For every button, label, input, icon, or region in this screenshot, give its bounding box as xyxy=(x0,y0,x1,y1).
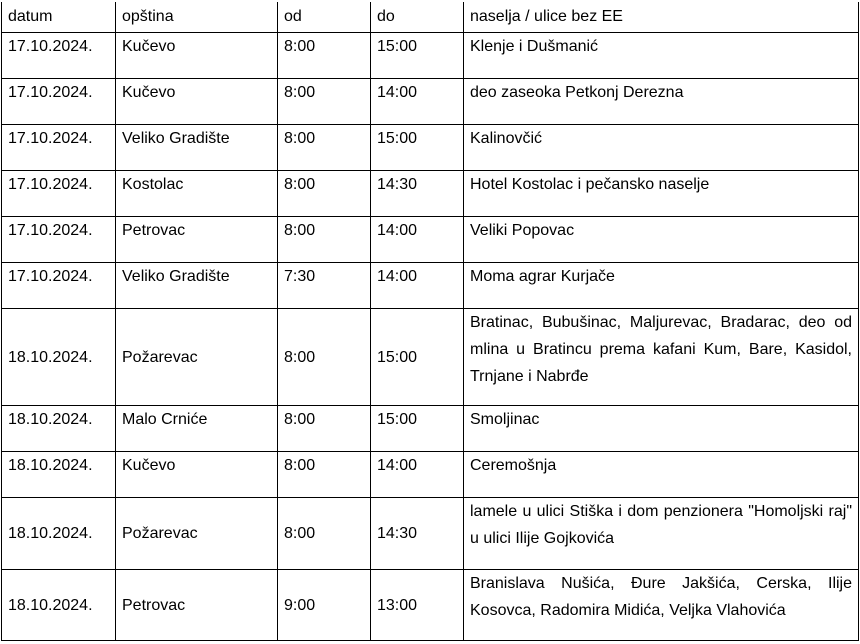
cell-datum: 18.10.2024. xyxy=(2,309,116,406)
cell-datum: 17.10.2024. xyxy=(2,79,116,125)
cell-do: 14:00 xyxy=(371,79,464,125)
cell-do: 15:00 xyxy=(371,125,464,171)
cell-naselja: Bratinac, Bubušinac, Maljurevac, Bradarac, deo od mlina u Bratincu prema kafani Kum, Bare, Kasidol, Trnjane i Nabrđe xyxy=(464,309,859,406)
cell-do: 14:00 xyxy=(371,263,464,309)
cell-naselja: lamele u ulici Stiška i dom penzionera "Homoljski raj" u ulici Ilije Gojkovića xyxy=(464,498,859,570)
cell-naselja: Klenje i Dušmanić xyxy=(464,33,859,79)
cell-datum: 17.10.2024. xyxy=(2,33,116,79)
cell-naselja: deo zaseoka Petkonj Derezna xyxy=(464,79,859,125)
cell-opstina: Kučevo xyxy=(116,33,278,79)
cell-od: 8:00 xyxy=(278,125,371,171)
cell-do: 14:30 xyxy=(371,498,464,570)
cell-opstina: Veliko Gradište xyxy=(116,125,278,171)
cell-opstina: Kostolac xyxy=(116,171,278,217)
cell-naselja: Kalinovčić xyxy=(464,125,859,171)
cell-naselja: Hotel Kostolac i pečansko naselje xyxy=(464,171,859,217)
table-row xyxy=(2,570,859,641)
cell-od: 8:00 xyxy=(278,217,371,263)
cell-datum: 18.10.2024. xyxy=(2,570,116,641)
cell-opstina: Požarevac xyxy=(116,309,278,406)
cell-opstina: Veliko Gradište xyxy=(116,263,278,309)
table-row xyxy=(2,217,859,263)
table-header-row xyxy=(2,2,859,33)
cell-do: 14:00 xyxy=(371,452,464,498)
cell-opstina: Požarevac xyxy=(116,498,278,570)
cell-opstina: Kučevo xyxy=(116,79,278,125)
table-row xyxy=(2,171,859,217)
cell-do: 15:00 xyxy=(371,309,464,406)
cell-do: 14:00 xyxy=(371,217,464,263)
cell-do: 15:00 xyxy=(371,33,464,79)
header-naselja: naselja / ulice bez EE xyxy=(464,2,859,33)
header-do: do xyxy=(371,2,464,33)
cell-opstina: Kučevo xyxy=(116,452,278,498)
cell-od: 8:00 xyxy=(278,452,371,498)
cell-od: 9:00 xyxy=(278,570,371,641)
cell-do: 14:30 xyxy=(371,171,464,217)
cell-datum: 18.10.2024. xyxy=(2,452,116,498)
cell-naselja: Smoljinac xyxy=(464,406,859,452)
header-opstina: opština xyxy=(116,2,278,33)
cell-do: 13:00 xyxy=(371,570,464,641)
cell-opstina: Petrovac xyxy=(116,217,278,263)
header-od: od xyxy=(278,2,371,33)
cell-opstina: Petrovac xyxy=(116,570,278,641)
cell-od: 7:30 xyxy=(278,263,371,309)
cell-od: 8:00 xyxy=(278,33,371,79)
cell-datum: 18.10.2024. xyxy=(2,498,116,570)
cell-do: 15:00 xyxy=(371,406,464,452)
table-row xyxy=(2,125,859,171)
cell-od: 8:00 xyxy=(278,171,371,217)
power-outage-table xyxy=(1,2,859,641)
table-row xyxy=(2,79,859,125)
cell-od: 8:00 xyxy=(278,309,371,406)
cell-datum: 17.10.2024. xyxy=(2,263,116,309)
cell-od: 8:00 xyxy=(278,406,371,452)
cell-naselja: Ceremošnja xyxy=(464,452,859,498)
header-datum: datum xyxy=(2,2,116,33)
table-row xyxy=(2,33,859,79)
cell-naselja: Moma agrar Kurjače xyxy=(464,263,859,309)
cell-datum: 17.10.2024. xyxy=(2,217,116,263)
table-row xyxy=(2,406,859,452)
cell-datum: 17.10.2024. xyxy=(2,125,116,171)
cell-datum: 17.10.2024. xyxy=(2,171,116,217)
cell-od: 8:00 xyxy=(278,498,371,570)
table-row xyxy=(2,263,859,309)
cell-naselja: Branislava Nušića, Đure Jakšića, Cerska, Ilije Kosovca, Radomira Midića, Veljka Vlahovića xyxy=(464,570,859,641)
table-row xyxy=(2,452,859,498)
cell-datum: 18.10.2024. xyxy=(2,406,116,452)
table-row xyxy=(2,309,859,406)
table-row xyxy=(2,498,859,570)
cell-opstina: Malo Crniće xyxy=(116,406,278,452)
cell-naselja: Veliki Popovac xyxy=(464,217,859,263)
cell-od: 8:00 xyxy=(278,79,371,125)
